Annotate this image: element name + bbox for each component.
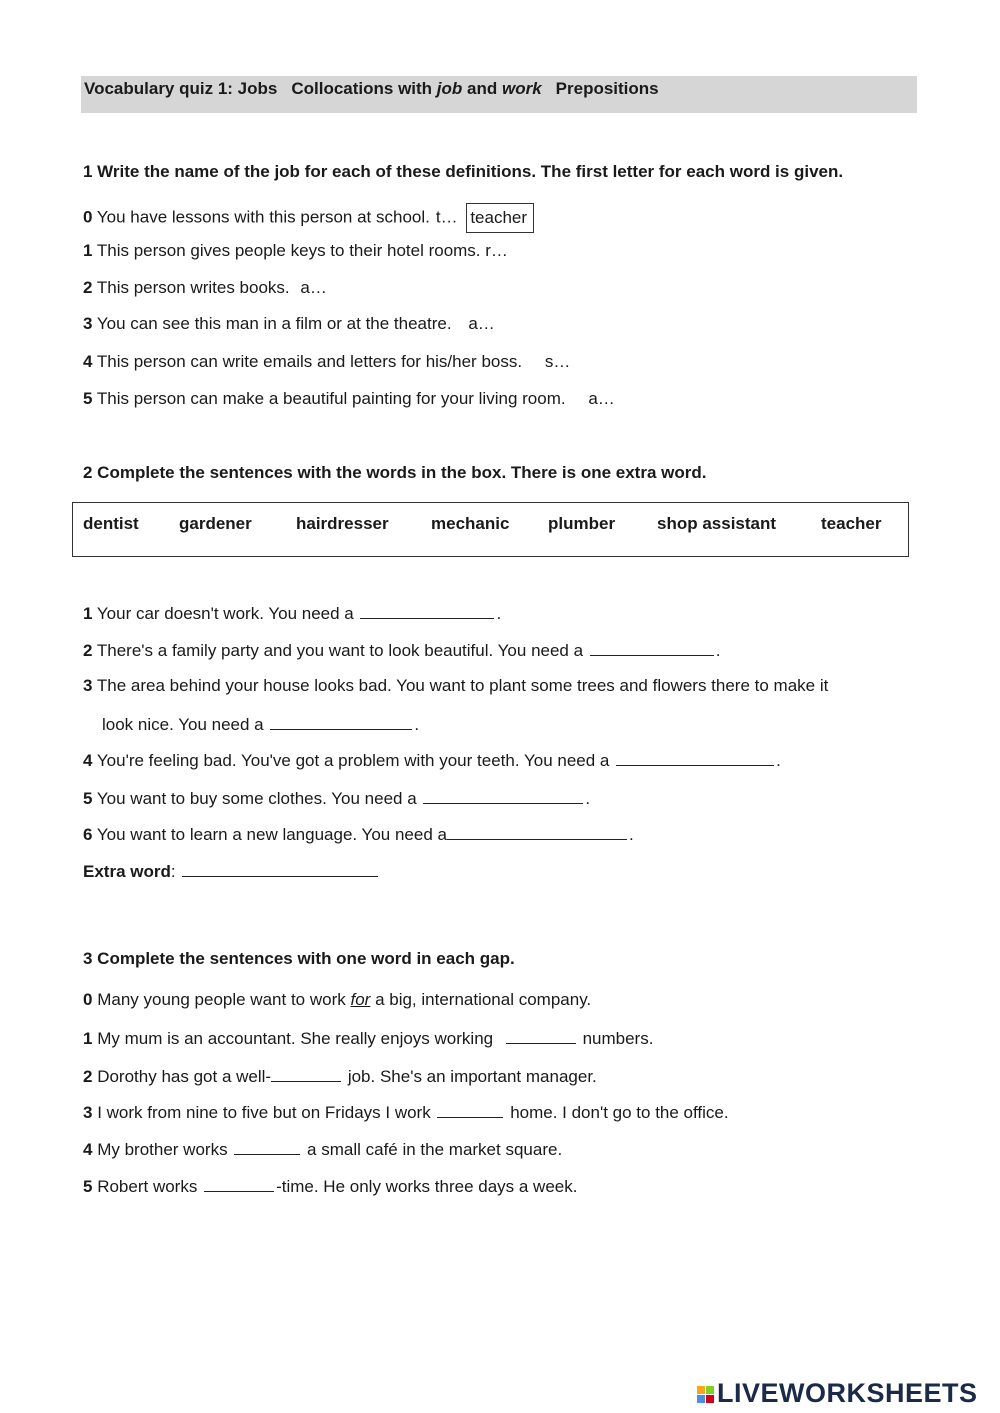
s1-item-5: 5 This person can make a beautiful painting for your living room. a…	[83, 389, 615, 408]
word-box-item: gardener	[179, 514, 252, 533]
s1-item-1: 1 This person gives people keys to their hotel rooms. r…	[83, 241, 508, 260]
logo-text: LIVEWORKSHEETS	[717, 1378, 978, 1408]
s3-blank-3[interactable]	[437, 1100, 503, 1118]
word-box-item: shop assistant	[657, 514, 777, 533]
s2-item-4: 4 You're feeling bad. You've got a problem with your teeth. You need a .	[83, 748, 781, 772]
word-box	[72, 502, 909, 557]
s2-blank-3[interactable]	[270, 712, 412, 730]
s3-item-4: 4 My brother works a small café in the market square.	[83, 1137, 562, 1161]
word-box-item: plumber	[548, 514, 616, 533]
s2-item-3-cont: look nice. You need a .	[102, 712, 419, 736]
s1-item-2: 2 This person writes books. a…	[83, 278, 327, 297]
word-box-item: teacher	[821, 514, 882, 533]
s2-item-5: 5 You want to buy some clothes. You need a .	[83, 786, 590, 810]
word-box-item: mechanic	[431, 514, 510, 533]
s3-blank-2[interactable]	[271, 1064, 341, 1082]
example-answer-box: teacher	[466, 203, 534, 233]
s2-blank-1[interactable]	[360, 601, 494, 619]
header-prepositions: Prepositions	[555, 79, 659, 98]
s2-blank-5[interactable]	[423, 786, 583, 804]
logo-icon	[697, 1386, 714, 1403]
s2-blank-4[interactable]	[616, 748, 774, 766]
s2-item-3: 3 The area behind your house looks bad. You want to plant some trees and flowers there to make it	[83, 676, 829, 695]
extra-word-blank[interactable]	[182, 859, 378, 877]
section1-title: 1 Write the name of the job for each of these definitions. The first letter for each word is given.	[83, 162, 844, 181]
s3-item-3: 3 I work from nine to five but on Fridays I work home. I don't go to the office.	[83, 1100, 729, 1124]
liveworksheets-logo	[697, 1378, 978, 1410]
example-answer: for	[350, 990, 371, 1009]
s2-item-6: 6 You want to learn a new language. You need a .	[83, 822, 634, 846]
s2-item-1: 1 Your car doesn't work. You need a .	[83, 601, 501, 625]
s1-item-4: 4 This person can write emails and letters for his/her boss. s…	[83, 352, 571, 371]
s3-item-1: 1 My mum is an accountant. She really enjoys working numbers.	[83, 1026, 653, 1050]
s3-blank-5[interactable]	[204, 1174, 274, 1192]
s2-blank-6[interactable]	[447, 822, 627, 840]
header-collocations: Collocations with job and work	[291, 79, 542, 98]
section2-title: 2 Complete the sentences with the words in the box. There is one extra word.	[83, 463, 707, 482]
section3-title: 3 Complete the sentences with one word in each gap.	[83, 949, 515, 968]
s3-item-2: 2 Dorothy has got a well- job. She's an important manager.	[83, 1064, 597, 1088]
s3-item-5: 5 Robert works -time. He only works three days a week.	[83, 1174, 577, 1198]
s1-item-3: 3 You can see this man in a film or at the theatre. a…	[83, 314, 495, 333]
header-title: Vocabulary quiz 1: Jobs	[84, 79, 278, 98]
s3-blank-4[interactable]	[234, 1137, 300, 1155]
worksheet-header	[81, 76, 917, 113]
s3-blank-1[interactable]	[506, 1026, 576, 1044]
s3-item-0: 0 Many young people want to work for a big, international company.	[83, 990, 592, 1009]
s1-item-0: 0 You have lessons with this person at school. t… teacher	[83, 203, 534, 233]
s2-extra-word: Extra word:	[83, 859, 380, 883]
word-box-item: hairdresser	[296, 514, 389, 533]
word-box-item: dentist	[83, 514, 139, 533]
s2-blank-2[interactable]	[590, 638, 714, 656]
s2-item-2: 2 There's a family party and you want to look beautiful. You need a .	[83, 638, 721, 662]
